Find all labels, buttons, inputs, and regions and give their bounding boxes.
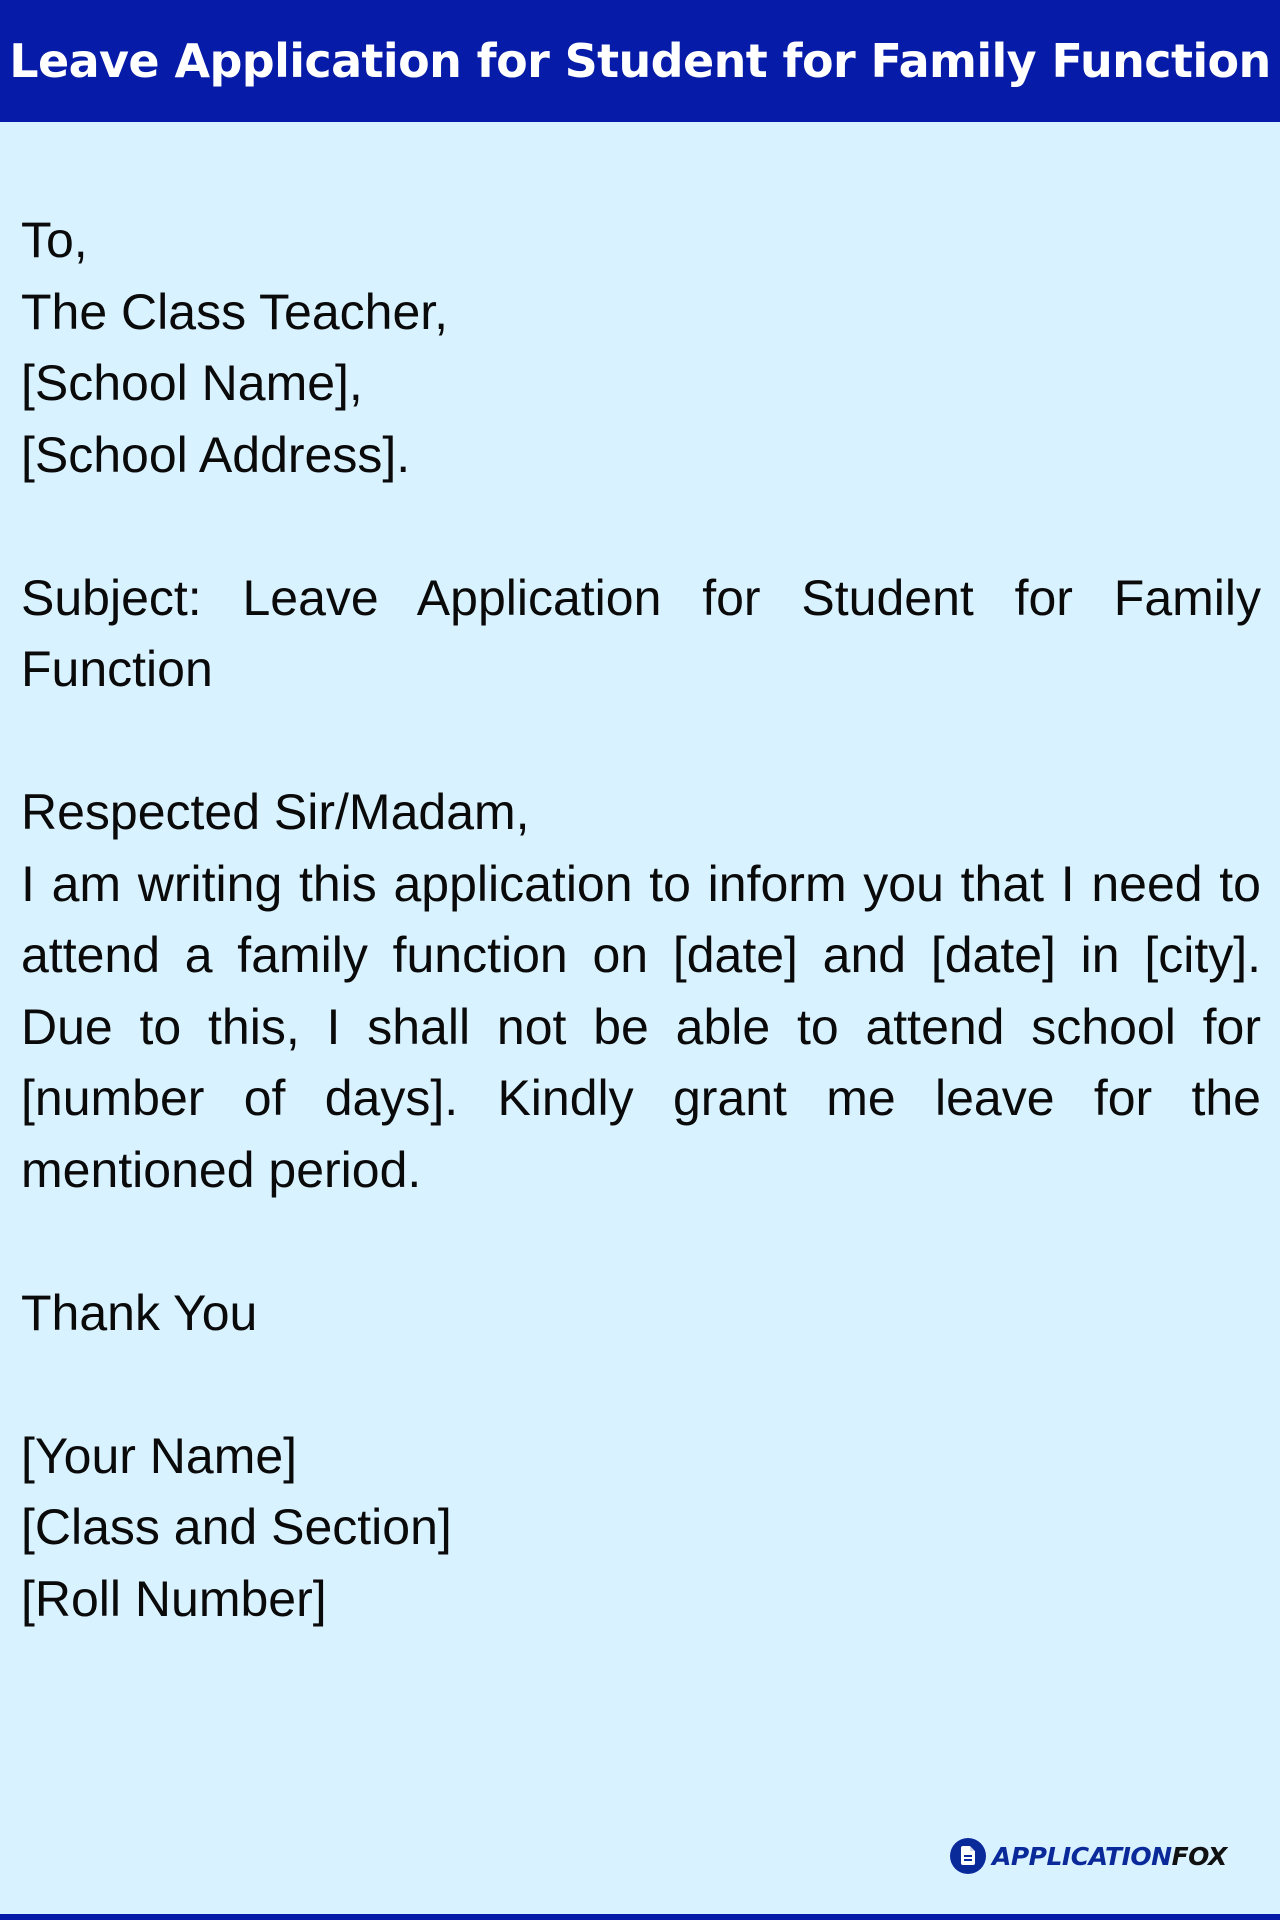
- title-banner: [0, 0, 1280, 122]
- spacer: [21, 706, 1261, 778]
- logo-text-application: APPLICATION: [992, 1841, 1172, 1871]
- signature-class-section: [Class and Section]: [21, 1499, 452, 1555]
- signature-roll-number: [Roll Number]: [21, 1570, 327, 1627]
- school-address: [School Address].: [21, 426, 411, 483]
- school-name: [School Name],: [21, 355, 363, 411]
- closing: Thank You: [21, 1284, 258, 1341]
- spacer: [21, 1206, 1261, 1278]
- spacer: [21, 1349, 1261, 1421]
- salutation-to: To,: [21, 212, 88, 268]
- logo-text-fox: FOX: [1171, 1841, 1227, 1871]
- letter-body: [21, 205, 1261, 1635]
- logo-wordmark: [992, 1842, 1227, 1871]
- recipient: The Class Teacher,: [21, 283, 449, 340]
- bottom-border: [0, 1914, 1280, 1920]
- page-title: Leave Application for Student for Family Function: [9, 34, 1271, 88]
- document-icon: [950, 1838, 986, 1874]
- body-paragraph: I am writing this application to inform you that I need to attend a family function on [date] and [date] in [city]. Due to this, I shall not be able to attend school for [number of days]. Kindly grant me leave for the mentioned period.: [21, 855, 1261, 1198]
- subject-line: Subject: Leave Application for Student for Family Function: [21, 569, 1261, 697]
- signature-name: [Your Name]: [21, 1427, 298, 1484]
- spacer: [21, 491, 1261, 563]
- applicationfox-logo: [950, 1838, 1227, 1874]
- greeting: Respected Sir/Madam,: [21, 784, 530, 840]
